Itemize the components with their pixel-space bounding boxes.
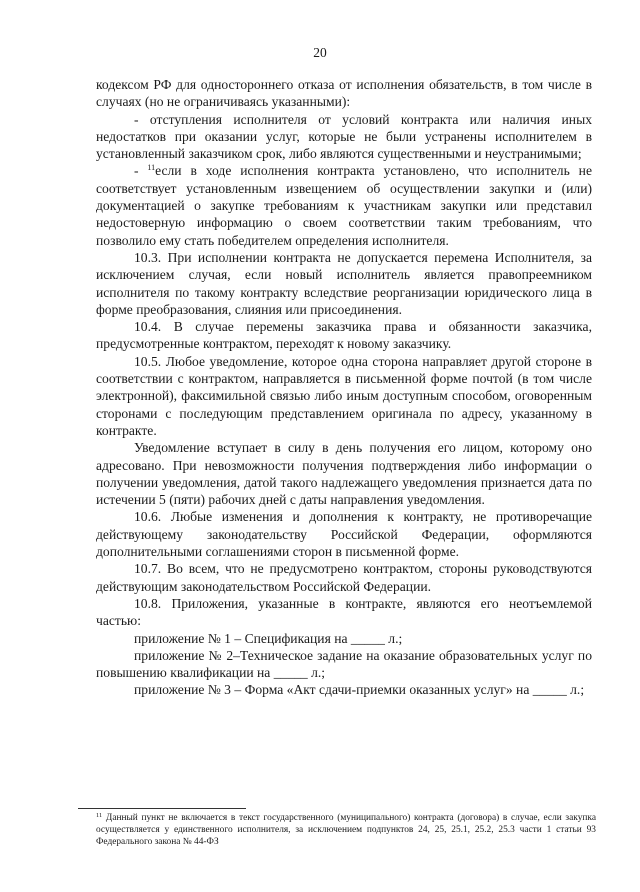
footnote-number: 11	[96, 812, 103, 819]
paragraph-10-4: 10.4. В случае перемены заказчика права и обязанности заказчика, предусмотренные контрактом, переходят к новому заказчику.	[96, 319, 592, 352]
annex-1: приложение № 1 – Спецификация на _____ л.;	[134, 630, 403, 646]
contract-body	[96, 76, 592, 699]
paragraph-10-3: 10.3. При исполнении контракта не допускается перемена Исполнителя, за исключением случая, если новый исполнитель является правопреемником исполнителя по такому контракту вследствие реорганизации юридического лица в форме преобразования, слияния или присоединения.	[96, 249, 592, 317]
page-number: 20	[313, 45, 327, 60]
footnote-separator	[78, 808, 246, 809]
paragraph-10-8: 10.8. Приложения, указанные в контракте, являются его неотъемлемой частью:	[96, 595, 592, 629]
paragraph-10-5: 10.5. Любое уведомление, которое одна сторона направляет другой стороне в соответствии с контрактом, направляется в письменной форме почтой (в том числе электронной), факсимильной связью либо иным доступным способом, оговоренным сторонами с последующим представлением оригинала по адресу, указанному в контракте.	[96, 353, 592, 438]
paragraph-10-7: 10.7. Во всем, что не предусмотрено контрактом, стороны руководствуются действующим законодательством Российской Федерации.	[96, 561, 592, 594]
paragraph-10-6: 10.6. Любые изменения и дополнения к контракту, не противоречащие действующему законодательству Российской Федерации, оформляются дополнительными соглашениями сторон в письменной форме.	[96, 509, 592, 560]
footnote	[96, 812, 596, 848]
paragraph-deviation-clause: - отступления исполнителя от условий контракта или наличия иных недостатков при оказании услуг, которые не были устранены исполнителем в установленный заказчиком срок, либо являются существенными и неустранимыми;	[96, 111, 592, 162]
annex-3: приложение № 3 – Форма «Акт сдачи-приемки оказанных услуг» на _____ л.;	[134, 682, 585, 698]
list-dash: -	[134, 163, 148, 179]
noncompliance-text: если в ходе исполнения контракта установлено, что исполнитель не соответствует установленным извещением об осуществлении закупки и (или) документацией о закупке требованиям к участникам закупки или представил недостоверную информацию о своем соответствии таким требованиям, что позволило ему стать победителем определения исполнителя.	[96, 163, 592, 248]
annex-2: приложение № 2–Техническое задание на оказание образовательных услуг по повышению квалификации на _____ л.;	[96, 647, 592, 681]
footnote-text: Данный пункт не включается в текст государственного (муниципального) контракта (договора) в случае, если закупка осуществляется у единственного исполнителя, за исключением подпунктов 24, 25, 25.1, 25.2, 25.3 части 1 статьи 93 Федерального закона № 44-ФЗ	[96, 813, 596, 847]
paragraph-notification-effect: Уведомление вступает в силу в день получения его лицом, которому оно адресовано. При невозможности получения подтверждения либо информации о получении уведомления, датой такого надлежащего уведомления признается дата по истечении 5 (пяти) рабочих дней с даты направления уведомления.	[96, 440, 592, 508]
paragraph-continuation: кодексом РФ для одностороннего отказа от исполнения обязательств, в том числе в случаях (но не ограничиваясь указанными):	[96, 77, 592, 110]
footnote-reference: 11	[147, 163, 156, 173]
paragraph-noncompliance-clause	[96, 162, 592, 248]
